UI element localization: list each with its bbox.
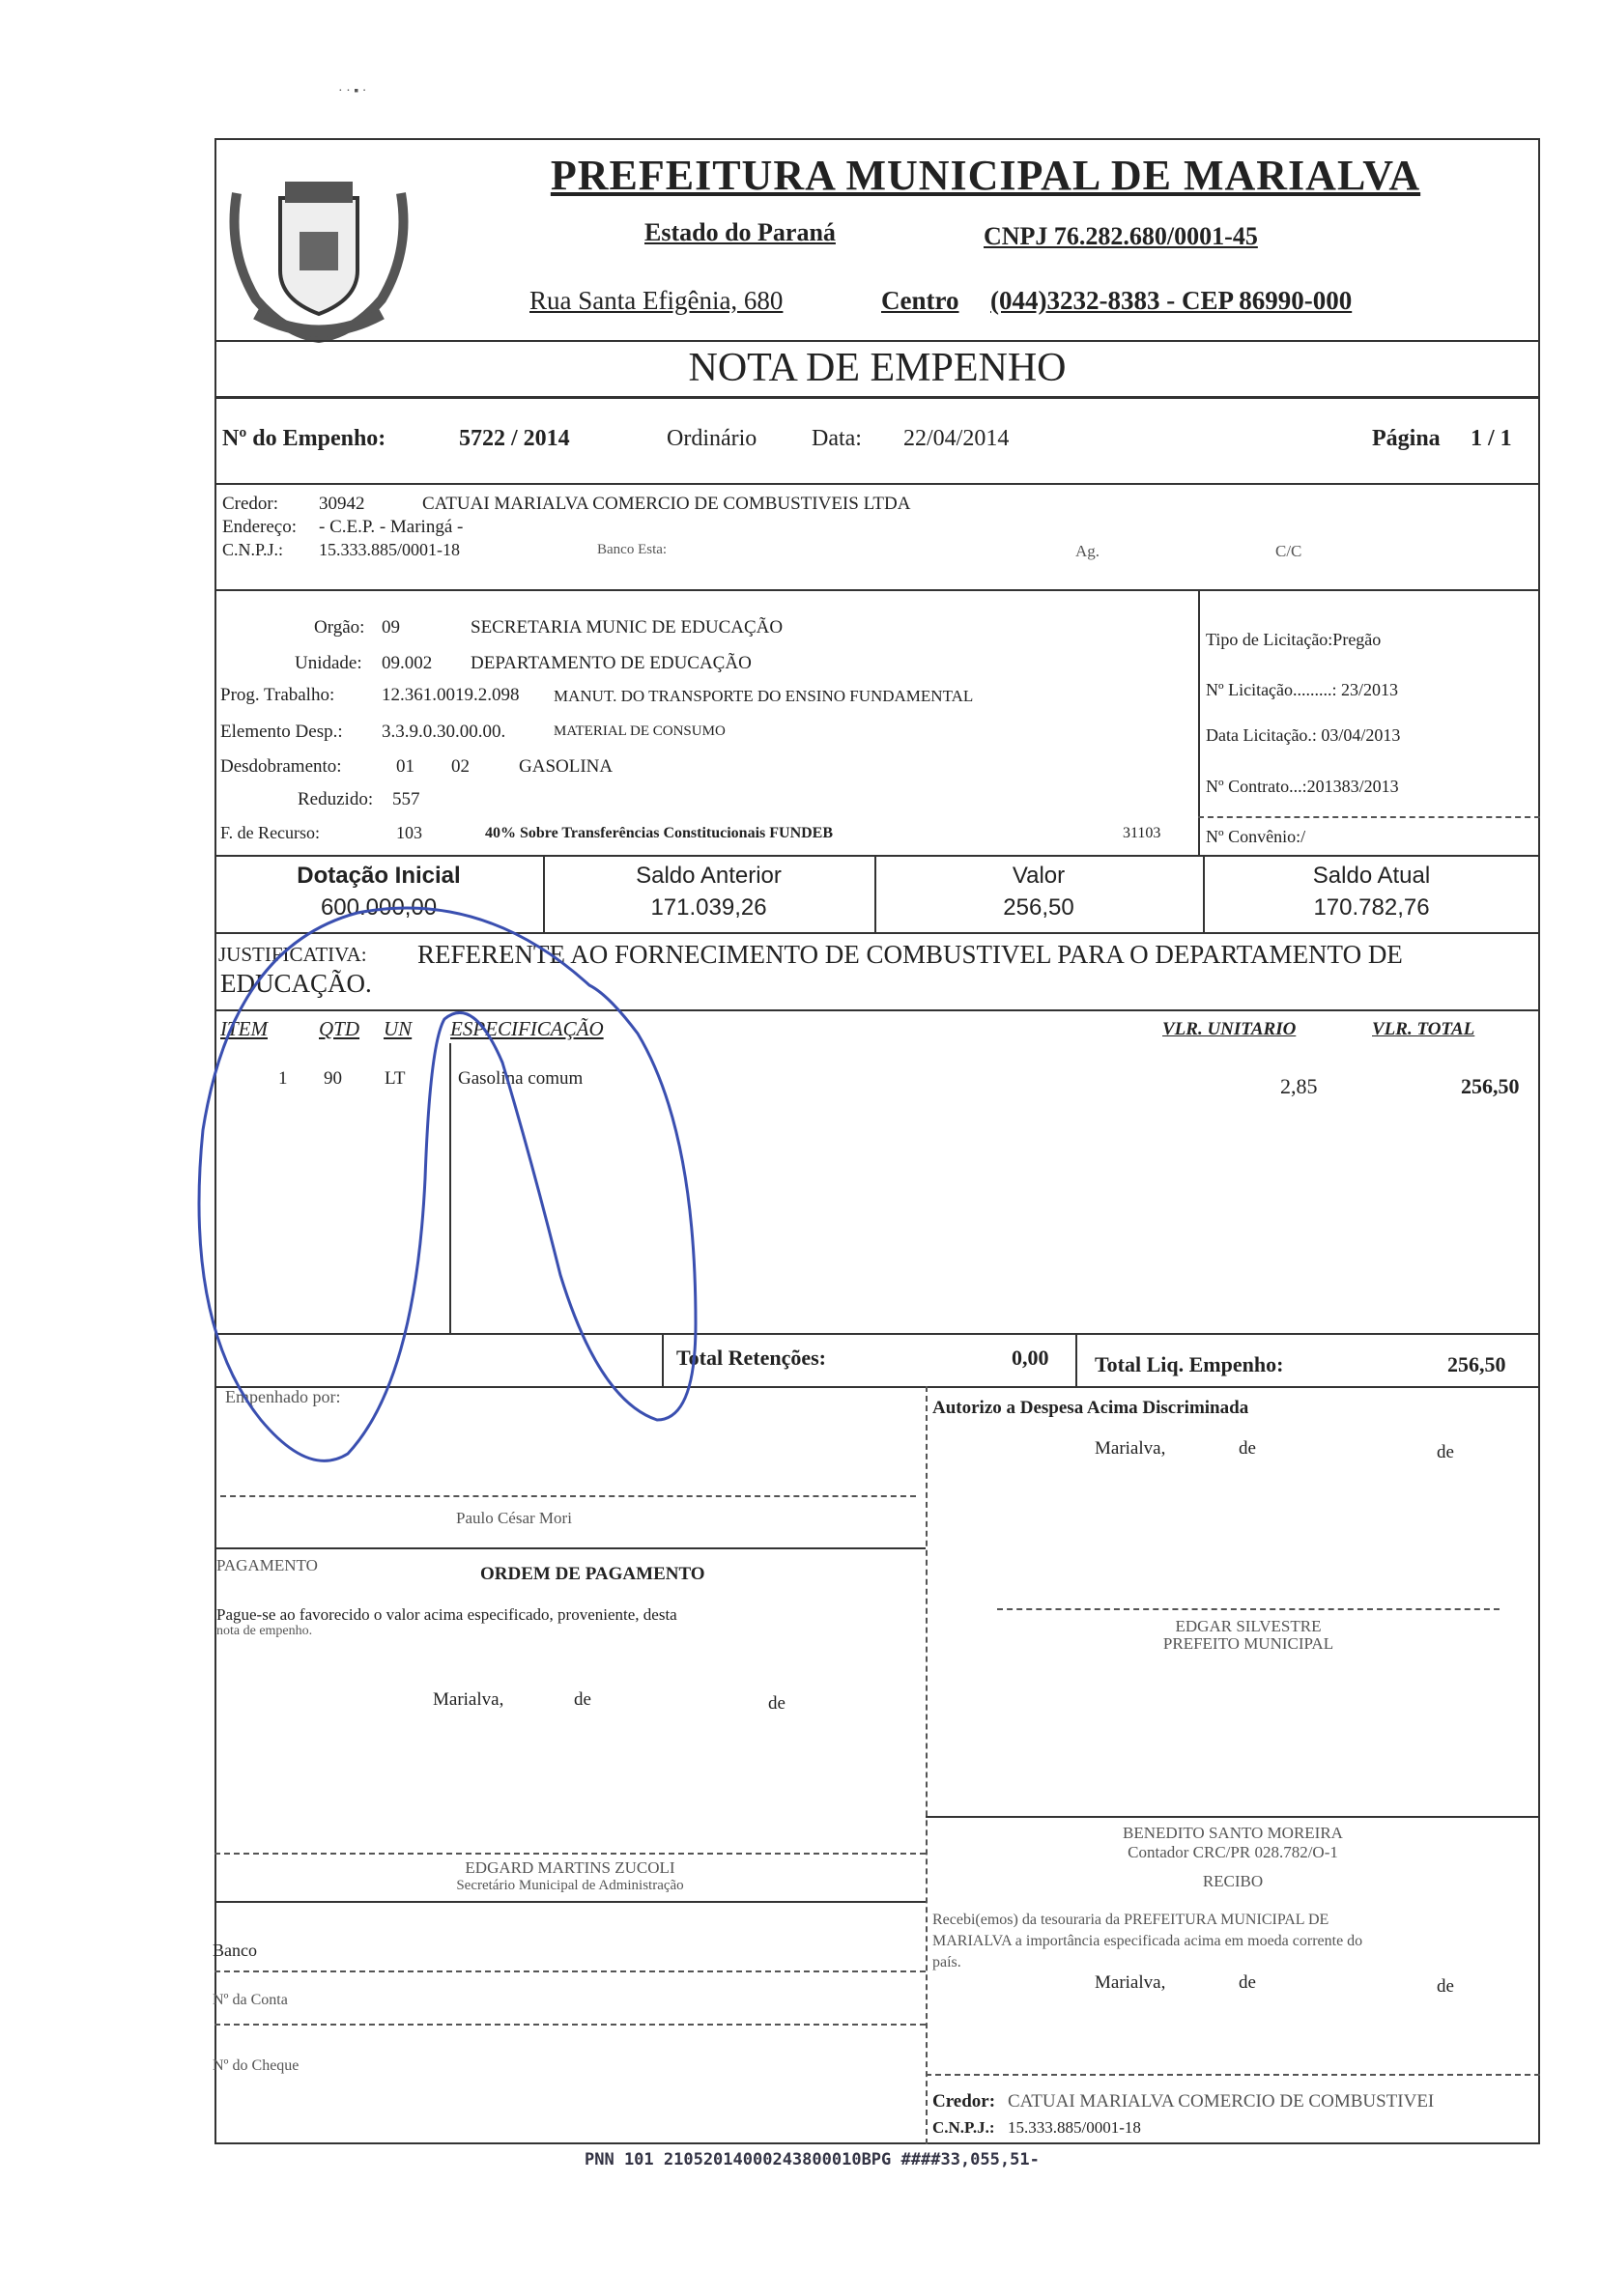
ordem-pagamento-label: ORDEM DE PAGAMENTO bbox=[480, 1564, 705, 1584]
saldo-anterior-value: 171.039,26 bbox=[650, 894, 767, 921]
mayor-name: EDGAR SILVESTRE bbox=[1175, 1617, 1322, 1635]
creditor-cnpj: 15.333.885/0001-18 bbox=[319, 540, 460, 559]
col-item: ITEM bbox=[220, 1017, 268, 1040]
cnpj-header: CNPJ 76.282.680/0001-45 bbox=[984, 222, 1258, 250]
unidade-label: Unidade: bbox=[295, 653, 362, 673]
elemento-label: Elemento Desp.: bbox=[220, 722, 343, 742]
pagamento-label: PAGAMENTO bbox=[216, 1556, 318, 1574]
banco-label: Banco bbox=[213, 1941, 257, 1960]
recibo-line2: MARIALVA a importância especificada acima em moeda corrente do bbox=[932, 1933, 1363, 1949]
licitacao-num: Nº Licitação.........: 23/2013 bbox=[1206, 680, 1399, 699]
org-name: PREFEITURA MUNICIPAL DE MARIALVA bbox=[550, 152, 1421, 199]
item-qtd: 90 bbox=[324, 1068, 342, 1089]
pague-city: Marialva, bbox=[433, 1689, 504, 1710]
item-unit: 2,85 bbox=[1280, 1074, 1318, 1098]
saldo-anterior-label: Saldo Anterior bbox=[636, 863, 782, 889]
recurso-label: F. de Recurso: bbox=[220, 823, 321, 842]
prog-label: Prog. Trabalho: bbox=[220, 685, 335, 705]
prog-name: MANUT. DO TRANSPORTE DO ENSINO FUNDAMENTAL bbox=[554, 687, 974, 705]
recibo-line1: Recebi(emos) da tesouraria da PREFEITURA MUNICIPAL DE bbox=[932, 1912, 1329, 1928]
item-total: 256,50 bbox=[1461, 1074, 1520, 1098]
autorizo-text: Autorizo a Despesa Acima Discriminada bbox=[932, 1398, 1249, 1418]
licitacao-tipo: Tipo de Licitação:Pregão bbox=[1206, 630, 1382, 649]
col-unit: VLR. UNITARIO bbox=[1162, 1019, 1297, 1039]
orgao-label: Orgão: bbox=[314, 617, 365, 638]
autorizo-de-1: de bbox=[1239, 1438, 1256, 1459]
recurso-num: 31103 bbox=[1123, 825, 1161, 841]
prog-code: 12.361.0019.2.098 bbox=[382, 685, 520, 705]
empenho-number: 5722 / 2014 bbox=[459, 426, 570, 451]
retencoes-label: Total Retenções: bbox=[676, 1346, 826, 1370]
recibo-city: Marialva, bbox=[1095, 1972, 1166, 1993]
orgao-name: SECRETARIA MUNIC DE EDUCAÇÃO bbox=[471, 617, 784, 638]
creditor-address: - C.E.P. - Maringá - bbox=[319, 517, 464, 537]
contador-name: BENEDITO SANTO MOREIRA bbox=[1123, 1824, 1343, 1842]
liquido-label: Total Liq. Empenho: bbox=[1095, 1352, 1284, 1376]
pague-de-2: de bbox=[768, 1693, 786, 1714]
pen-signature bbox=[193, 840, 792, 1497]
item-espec: Gasolina comum bbox=[458, 1068, 584, 1089]
dotacao-inicial-value: 600.000,00 bbox=[320, 894, 438, 921]
footer-code: PNN 101 21052014000243800010BPG ####33,055,51- bbox=[585, 2150, 1040, 2169]
empenho-number-label: Nº do Empenho: bbox=[222, 426, 386, 451]
recibo-label: RECIBO bbox=[1202, 1872, 1264, 1890]
recibo-de-2: de bbox=[1437, 1976, 1454, 1997]
page-label: Página bbox=[1372, 426, 1441, 451]
desdob-label: Desdobramento: bbox=[220, 756, 342, 777]
page-number: 1 / 1 bbox=[1471, 426, 1512, 451]
licitacao-data: Data Licitação.: 03/04/2013 bbox=[1206, 725, 1401, 745]
state-name: Estado do Paraná bbox=[644, 218, 836, 246]
credor-cnpj-label: C.N.P.J.: bbox=[932, 2118, 995, 2137]
desdob-b: 02 bbox=[451, 756, 470, 777]
empenhado-label: Empenhado por: bbox=[225, 1387, 341, 1406]
coat-of-arms-icon bbox=[217, 155, 420, 348]
cheque-label: Nº do Cheque bbox=[213, 2057, 300, 2074]
liquido-value: 256,50 bbox=[1447, 1352, 1506, 1376]
creditor-label: Credor: bbox=[222, 494, 279, 514]
recibo-line3: país. bbox=[932, 1954, 961, 1970]
item-un: LT bbox=[385, 1068, 406, 1089]
item-number: 1 bbox=[278, 1068, 288, 1089]
recurso-name: 40% Sobre Transferências Constitucionais FUNDEB bbox=[485, 825, 834, 841]
saldo-atual-label: Saldo Atual bbox=[1312, 863, 1431, 889]
pague-line1: Pague-se ao favorecido o valor acima especificado, proveniente, desta bbox=[216, 1605, 677, 1624]
creditor-cnpj-label: C.N.P.J.: bbox=[222, 540, 284, 559]
recurso-code: 103 bbox=[396, 823, 422, 842]
recibo-de-1: de bbox=[1239, 1972, 1256, 1993]
desdob-a: 01 bbox=[396, 756, 414, 777]
elemento-name: MATERIAL DE CONSUMO bbox=[554, 723, 726, 739]
pague-de-1: de bbox=[574, 1689, 591, 1710]
bank-label: Banco Esta: bbox=[597, 542, 668, 557]
mayor-title: PREFEITO MUNICIPAL bbox=[1162, 1634, 1334, 1653]
elemento-code: 3.3.9.0.30.00.00. bbox=[382, 722, 506, 742]
account-label: C/C bbox=[1275, 542, 1302, 560]
district: Centro bbox=[881, 286, 959, 315]
empenho-date: 22/04/2014 bbox=[903, 426, 1010, 451]
justificativa-line1: REFERENTE AO FORNECIMENTO DE COMBUSTIVEL PARA O DEPARTAMENTO DE bbox=[417, 940, 1403, 969]
scan-marks: · · ▪ · bbox=[338, 84, 367, 99]
pague-line2: nota de empenho. bbox=[216, 1624, 313, 1638]
col-total: VLR. TOTAL bbox=[1372, 1019, 1475, 1039]
creditor-name: CATUAI MARIALVA COMERCIO DE COMBUSTIVEIS LTDA bbox=[422, 494, 911, 514]
valor-label: Valor bbox=[1012, 863, 1066, 889]
agency-label: Ag. bbox=[1075, 542, 1100, 560]
empenho-type: Ordinário bbox=[667, 426, 757, 451]
saldo-atual-value: 170.782,76 bbox=[1313, 894, 1430, 921]
retencoes-value: 0,00 bbox=[1012, 1346, 1049, 1370]
credor-sign-label: Credor: bbox=[932, 2091, 996, 2112]
licitacao-contrato: Nº Contrato...:201383/2013 bbox=[1206, 777, 1399, 796]
justificativa-line2: EDUCAÇÃO. bbox=[220, 969, 372, 998]
valor-value: 256,50 bbox=[1003, 894, 1074, 921]
licitacao-convenio: Nº Convênio:/ bbox=[1206, 827, 1306, 846]
empenhado-name: Paulo César Mori bbox=[456, 1509, 572, 1527]
address-label: Endereço: bbox=[222, 517, 298, 537]
col-qtd: QTD bbox=[319, 1017, 360, 1040]
credor-cnpj-value: 15.333.885/0001-18 bbox=[1008, 2118, 1141, 2137]
contador-title: Contador CRC/PR 028.782/O-1 bbox=[1128, 1843, 1338, 1861]
autorizo-de-2: de bbox=[1437, 1442, 1454, 1462]
credor-sign-value: CATUAI MARIALVA COMERCIO DE COMBUSTIVEI bbox=[1008, 2091, 1435, 2112]
phone-cep: (044)3232-8383 - CEP 86990-000 bbox=[990, 286, 1353, 315]
unidade-code: 09.002 bbox=[382, 653, 433, 673]
unidade-name: DEPARTAMENTO DE EDUCAÇÃO bbox=[471, 653, 752, 673]
justificativa-label: JUSTIFICATIVA: bbox=[218, 943, 367, 966]
dotacao-inicial-label: Dotação Inicial bbox=[297, 863, 461, 889]
admin-title: Secretário Municipal de Administração bbox=[456, 1878, 684, 1893]
doc-title: NOTA DE EMPENHO bbox=[688, 346, 1067, 390]
address: Rua Santa Efigênia, 680 bbox=[529, 286, 784, 315]
admin-name: EDGARD MARTINS ZUCOLI bbox=[465, 1858, 675, 1877]
conta-label: Nº da Conta bbox=[213, 1992, 288, 2008]
autorizo-city: Marialva, bbox=[1095, 1438, 1166, 1459]
reduzido-value: 557 bbox=[392, 789, 420, 809]
col-un: UN bbox=[384, 1017, 413, 1040]
date-label: Data: bbox=[812, 426, 862, 451]
col-espec: ESPECIFICAÇÃO bbox=[450, 1017, 604, 1040]
orgao-code: 09 bbox=[382, 617, 400, 638]
creditor-code: 30942 bbox=[319, 494, 365, 514]
reduzido-label: Reduzido: bbox=[298, 789, 374, 809]
desdob-name: GASOLINA bbox=[519, 756, 614, 777]
